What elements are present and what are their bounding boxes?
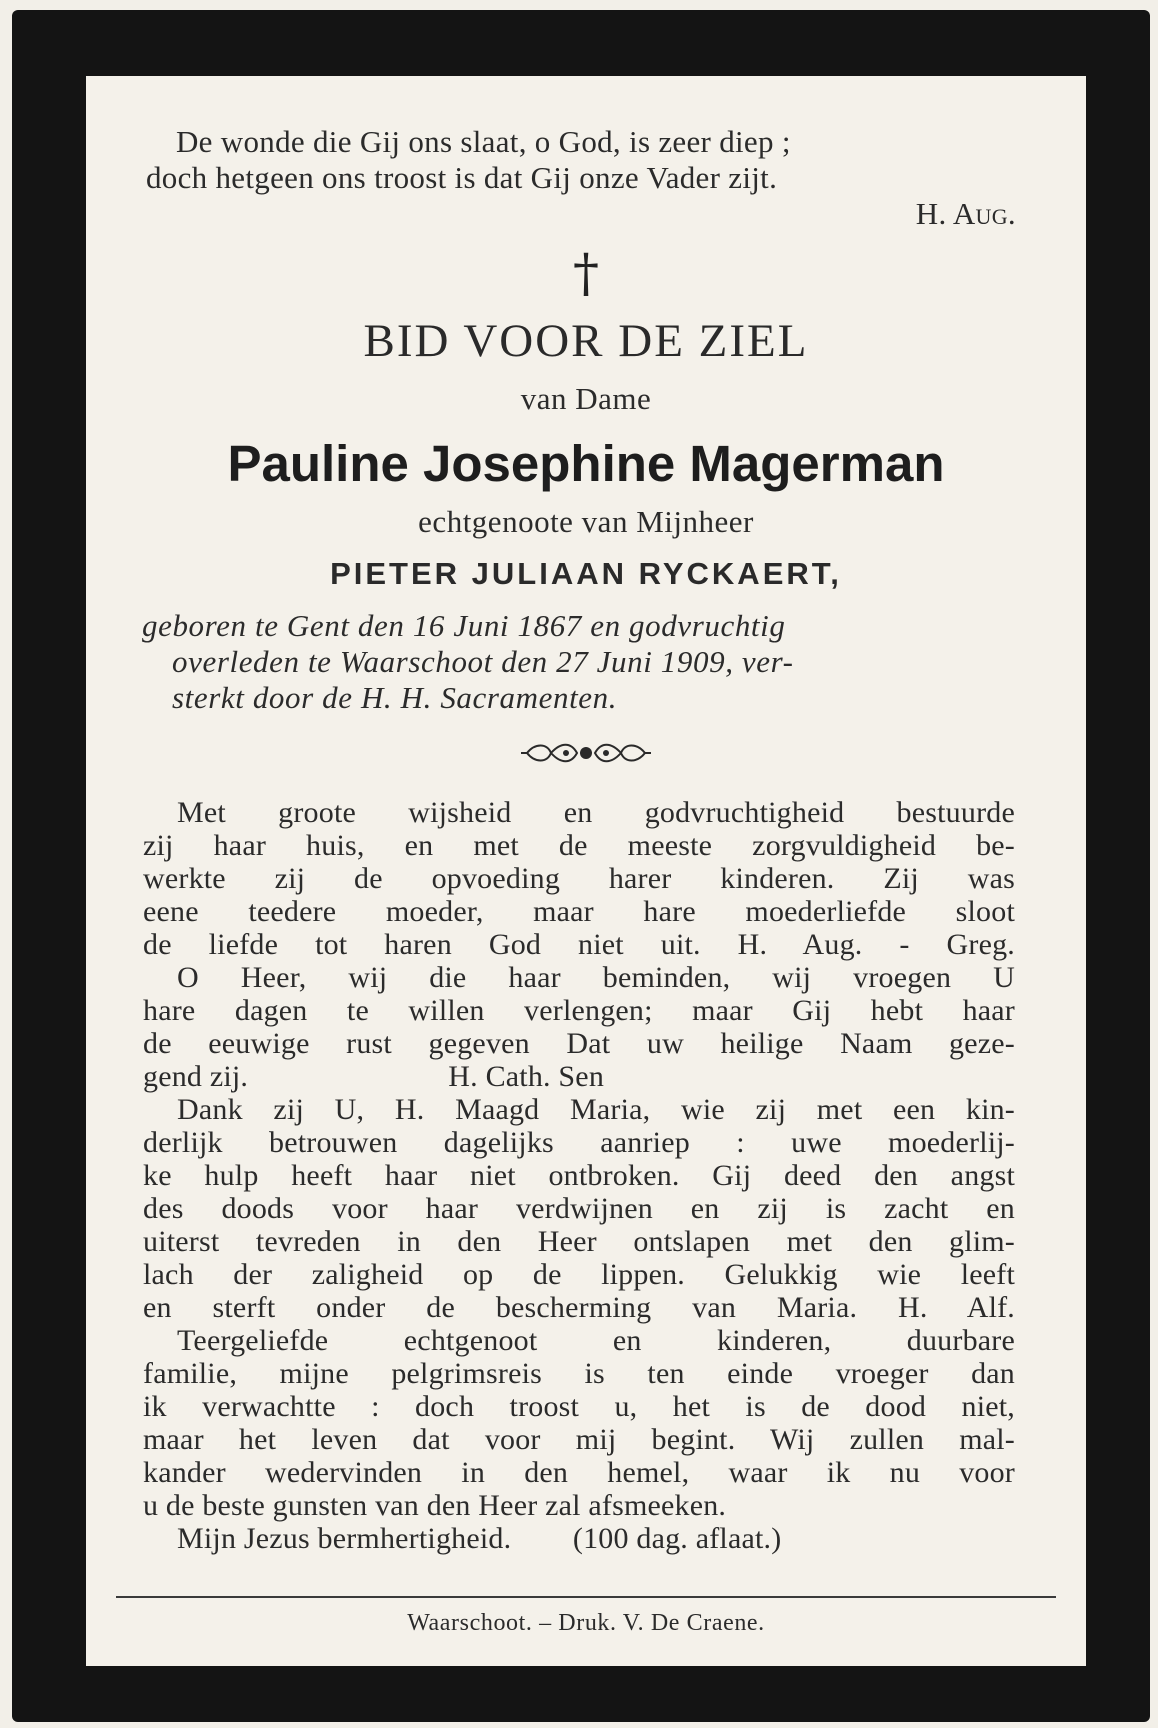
body-text xyxy=(143,796,1015,1555)
body-line: u de beste gunsten van den Heer zal afsmeeken. xyxy=(143,1489,727,1522)
spouse-name: PIETER JULIAAN RYCKAERT, xyxy=(330,556,842,591)
body-line: maar het leven dat voor mij begint. Wij zullen mal- xyxy=(143,1423,1015,1456)
spouse-intro: echtgenoote van Mijnheer xyxy=(418,504,754,539)
deceased-name: Pauline Josephine Magerman xyxy=(227,435,945,492)
body-line: Met groote wijsheid en godvruchtigheid bestuurde xyxy=(177,796,1015,829)
epigraph-line-2: doch hetgeen ons troost is dat Gij onze Vader zijt. xyxy=(146,160,778,195)
body-line: Dank zij U, H. Maagd Maria, wie zij met een kin- xyxy=(177,1093,1015,1126)
printer-imprint: Waarschoot. – Druk. V. De Craene. xyxy=(407,1610,765,1636)
body-line: uiterst tevreden in den Heer ontslapen met den glim- xyxy=(143,1225,1015,1258)
body-line: familie, mijne pelgrimsreis is ten einde vroeger dan xyxy=(143,1357,1015,1390)
body-line: Mijn Jezus bermhertigheid. (100 dag. aflaat.) xyxy=(177,1522,782,1555)
birth-death-details xyxy=(142,608,1012,716)
body-line: eene teedere moeder, maar hare moederliefde sloot xyxy=(143,895,1015,928)
body-line: O Heer, wij die haar beminden, wij vroegen U xyxy=(177,961,1015,994)
epigraph-source: H. Aug. xyxy=(915,196,1016,231)
body-line: ke hulp heeft haar niet ontbroken. Gij deed den angst xyxy=(143,1159,1015,1192)
body-line: kander wedervinden in den hemel, waar ik nu voor xyxy=(143,1456,1015,1489)
van-dame: van Dame xyxy=(520,381,652,416)
birth-death-line: geboren te Gent den 16 Juni 1867 en godvruchtig xyxy=(142,608,786,643)
memorial-card-paper xyxy=(86,76,1086,1666)
body-line: en sterft onder de bescherming van Maria. H. Alf. xyxy=(143,1291,1015,1324)
birth-death-line: sterkt door de H. H. Sacramenten. xyxy=(172,680,618,715)
body-line: ik verwachtte : doch troost u, het is de dood niet, xyxy=(143,1390,1015,1423)
scroll-ornament-icon xyxy=(86,738,1086,768)
body-line: hare dagen te willen verlengen; maar Gij hebt haar xyxy=(143,994,1015,1027)
memorial-card-border xyxy=(12,10,1150,1722)
heading: BID VOOR DE ZIEL xyxy=(363,315,809,367)
body-line: des doods voor haar verdwijnen en zij is zacht en xyxy=(143,1192,1015,1225)
body-line: derlijk betrouwen dagelijks aanriep : uwe moederlij- xyxy=(143,1126,1015,1159)
divider-rule xyxy=(116,1596,1056,1598)
body-line: de liefde tot haren God niet uit. H. Aug. - Greg. xyxy=(143,928,1015,961)
epigraph-line-1: De wonde die Gij ons slaat, o God, is zeer diep ; xyxy=(176,124,791,159)
body-line: de eeuwige rust gegeven Dat uw heilige Naam geze- xyxy=(143,1027,1015,1060)
body-line: lach der zaligheid op de lippen. Gelukkig wie leeft xyxy=(143,1258,1015,1291)
birth-death-line: overleden te Waarschoot den 27 Juni 1909, ver- xyxy=(172,644,794,679)
body-line: zij haar huis, en met de meeste zorgvuldigheid be- xyxy=(143,829,1015,862)
cross-icon: † xyxy=(573,244,599,304)
body-line: Teergeliefde echtgenoot en kinderen, duurbare xyxy=(177,1324,1015,1357)
body-line: werkte zij de opvoeding harer kinderen. Zij was xyxy=(143,862,1015,895)
epigraph xyxy=(146,124,1016,232)
body-line: gend zij. H. Cath. Sen xyxy=(143,1060,605,1093)
